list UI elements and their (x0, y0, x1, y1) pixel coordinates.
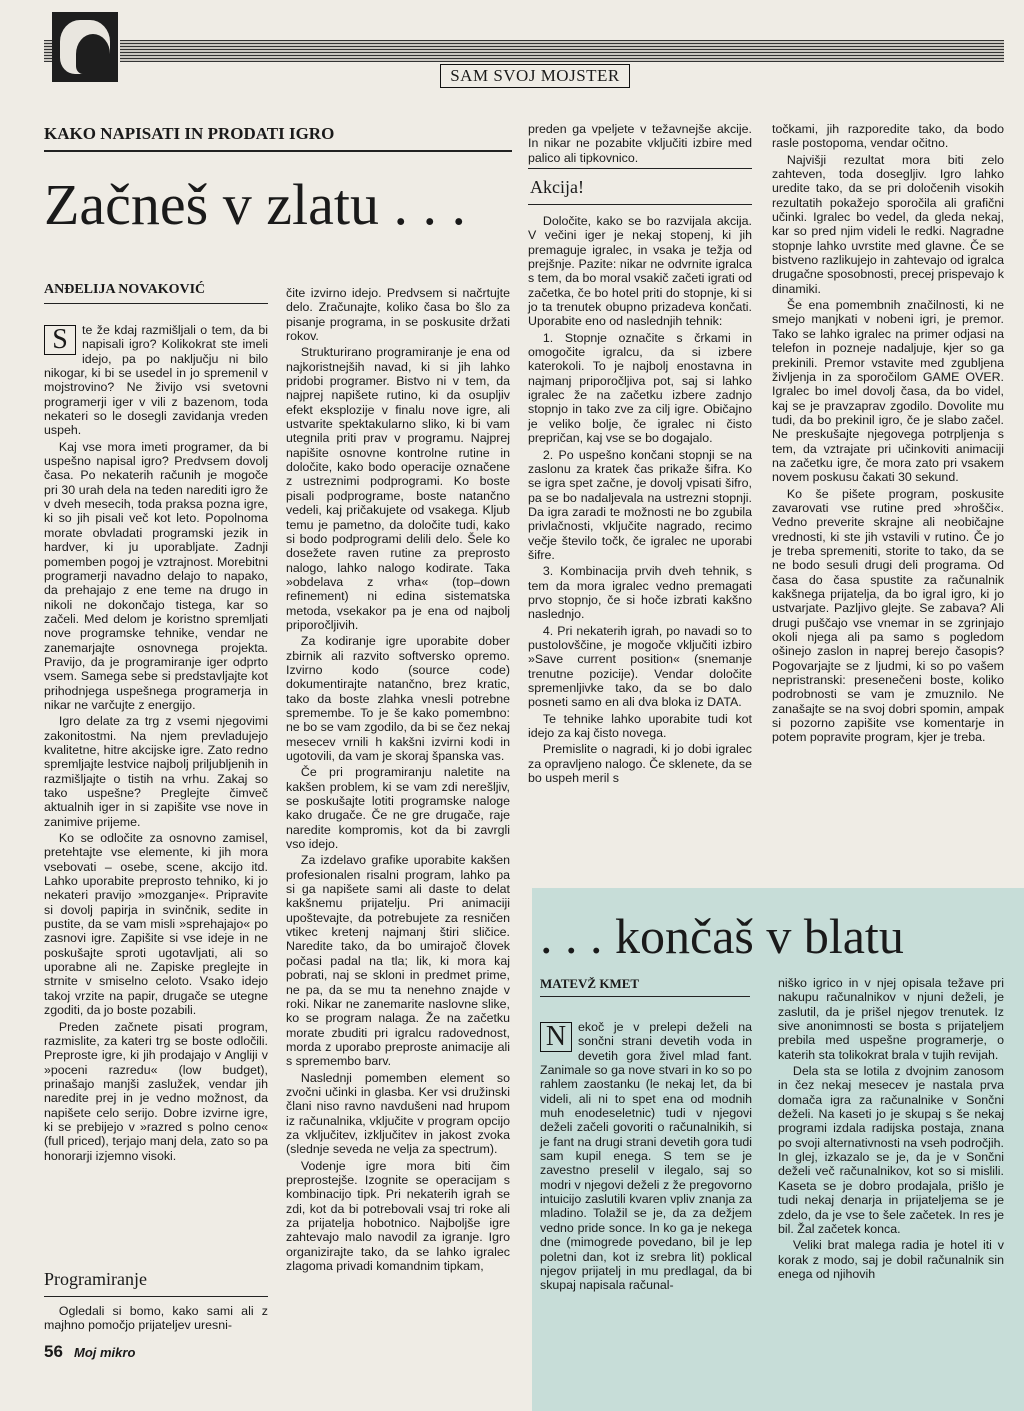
paragraph: Igro delate za trg z vsemi njegovimi zakonitostmi. Na njem prevladujejo kvalitetne, hitre akcijske igre. Zato redno spremljajte lestvice najbolj priljubljenih in razmišljajte o tistih na vrhu. Zakaj so tako uspešne? Preglejte čimveč aktualnih iger in si zapišite vse nove in zanimive prijeme. (44, 714, 268, 829)
article-column-3-intro (528, 122, 752, 165)
paragraph: preden ga vpeljete v težavnejše akcije. In nikar ne pozabite vključiti izbire med palico ali tipkovnico. (528, 122, 752, 165)
paragraph: Še ena pomembnih značilnosti, ki ne smejo manjkati v nobeni igri, je premor. Tako se lahko igralec na primer odjasi na telefon in pozneje nadaljuje, kjer so ga prekinili. Premor vstavite med zgubljena življenja in za sporočilom GAME OVER. Igralec bo imel dovolj časa, da bo videl, kaj se je pravzaprav zgodilo. Dovolite mu tudi, da bo prekinil igro, če je slabo začel. Ne preskušajte njegovega potrpljenja s tem, da vztrajate pri učinkoviti animaciji na začetku igre, če mora zato pri vsakem novem poskusu čakati 30 sekund. (772, 298, 1004, 485)
article2-column-1 (540, 1020, 752, 1293)
article-byline: ANĐELIJA NOVAKOVIĆ (44, 282, 206, 297)
col3-rule-bottom (528, 204, 752, 205)
paragraph: 4. Pri nekaterih igrah, po navadi so to pustolovščine, je mogoče vključiti izbiro »Save current position« (snemanje trenutne pozicije). Vendar določite spremenljivke tako, da se bo dalo posneti samo en ali dva bloka iz DATA. (528, 623, 752, 710)
subhead-programiranje: Programiranje (44, 1269, 147, 1289)
drop-cap: N (540, 1022, 572, 1052)
paragraph: Vodenje igre mora biti čim preprostejše. Izognite se operacijam s kombinacijo tipk. Pri nekaterih igrah se zdi, kot da bi potrebovali vsaj tri roke ali za prijatelja hobotnico. Najboljše igre zahtevajo malo navodil za igranje. Igro organizirajte tako, da se lahko igralec zlagoma privadi komandnim tipkam, (286, 1158, 510, 1274)
byline-rule (44, 303, 268, 304)
article-column-1 (44, 323, 268, 1163)
paragraph: Za izdelavo grafike uporabite kakšen profesionalen risalni program, lahko pa si ga napišete sami ali daste to delat kakšnemu prijatelju. Pri animaciji upoštevajte, da potrebujete za resničen vtikec kretenj najmanj štiri sličice. Naredite tako, da bo umirajoč človek počasi padal na tla; lik, ki mora kaj pobrati, naj se skloni in predmet prime, ne pa, da se mu ta nenehno znajde v roki. Nikar ne zanemarite naslovne slike, ko se program nalaga. Že na začetku morate zbuditi pri igralcu radovednost, morda z uporabo preproste animacije ali s spremembo barv. (286, 853, 510, 1069)
page-number: 56 (44, 1342, 63, 1361)
paragraph: točkami, jih razporedite tako, da bodo rasle postopoma, vendar očitno. (772, 122, 1004, 151)
paragraph: 3. Kombinacija prvih dveh tehnik, s tem da mora igralec vedno premagati prvo stopnjo, če si hoče izbrati kakšno naslednjo. (528, 564, 752, 622)
paragraph: ekoč je v prelepi deželi na sončni strani devetih voda in devetih gora živel mlad fant. Zanimale so ga nove stvari in ko so po rahlem zaostanku (le nekaj let, da bi videli, ali ni to spet ena od modnih muh enodeseletnic) tudi v njegovi deželi začeli govoriti o računalnikih, si je fant na drugi strani devetih gora tudi sam kupil enega. S tem se je zavestno preselil v ilegalo, saj so modri v njegovi deželi z že pregovorno intuicijo zaslutili kvaren vpliv znanja za mladino. Tolažil se je, da za dežjem vedno pride sonce. In ko ga je nekega dne (mimogrede povedano, bil je lep poletni dan, kot iz srebra lit) poklical njegov prijatelj in mu predlagal, da bi skupaj napisala računal- (540, 1020, 752, 1293)
article2-headline: . . . končaš v blatu (540, 908, 904, 964)
header-stripe-left (44, 40, 52, 62)
subhead-akcija: Akcija! (530, 177, 584, 197)
paragraph: Najvišji rezultat mora biti zelo zahteven, toda dosegljiv. Igro lahko uredite tako, da se pri določenih visokih rezultatih pokažejo sporočila ali grafični učinki. Igralec bo vedel, da gleda nekaj, kar so pred njim videli le redki. Nagradne stopnje lahko uvrstite med glavne. Če se bistveno razlikujejo in zahtevajo od igralca drugačne sposobnosti, precej prispevajo k dinamiki. (772, 152, 1004, 296)
paragraph: čite izvirno idejo. Predvsem si načrtujte delo. Zračunajte, koliko časa bo šlo za pisanje programa, in se poskusite držati rokov. (286, 286, 510, 344)
col3-rule-top (528, 168, 752, 169)
drop-cap: S (44, 325, 76, 355)
article-column-3 (528, 214, 752, 785)
article2-byline-rule (540, 996, 750, 997)
article-headline: Začneš v zlatu . . . (44, 172, 466, 237)
paragraph: Premislite o nagradi, ki jo dobi igralec za opravljeno nalogo. Če sklenete, da se bo uspeh meril s (528, 742, 752, 786)
magazine-mascot-icon (52, 12, 118, 82)
section-tag: SAM SVOJ MOJSTER (440, 64, 630, 88)
paragraph: Te tehnike lahko uporabite tudi kot idejo za kaj čisto novega. (528, 711, 752, 741)
paragraph: Kaj vse mora imeti programer, da bi uspešno napisal igro? Predvsem dovolj časa. Po nekaterih računih je mogoče pri 30 urah dela na teden narediti igro že v dveh mesecih, toda praksa pozna igre, ki so jih pisali več kot leto. Popolnoma morate obvladati programski jezik in hardver, ki ju uporabljate. Zadnji pomemben pogoj je vztrajnost. Morebitni programerji navadno delajo to napako, da prehajajo z ene teme na drugo in nikoli ne dokončajo tistega, kar so začeli. Med delom je koristno spremljati nove programske tehnike, vendar ne zanemarjajte osnovnega projekta. Pravijo, da je programiranje iger odprto vsem. Samega sebe si predstavljajte kot prihodnjega uspešnega programerja in nikar ne varčujte z energijo. (44, 439, 268, 712)
paragraph: Določite, kako se bo razvijala akcija. V večini iger je nekaj stopenj, ki jih premaguje igralec, in vsaka je težja od prejšnje. Pazite: nikar ne odvrnite igralca s tem, da bo moral vsakič začeti igrati od začetka, če bo hotel priti do stopnje, ki si jo ta trenutek obupno prizadeva končati. Uporabite eno od naslednjih tehnik: (528, 214, 752, 329)
article-column-2 (286, 286, 510, 1273)
paragraph: Dela sta se lotila z dvojnim zanosom in čez nekaj mesecev je nastala prva domača igra za računalnike v Sončni deželi. Na kaseti jo je skupaj s še nekaj programi izdala radijska postaja, znana po svoji alternativnosti na vseh področjih. In glej, izkazalo se je, da je v Sončni deželi več računalnikov, kot so si mislili. Kaseta se je dobro prodajala, prišlo je tudi nekaj denarja in prijateljema se je zdelo, da je vse to šele začetek. In res je bil. Žal začetek konca. (778, 1064, 1004, 1236)
paragraph: Za kodiranje igre uporabite dober zbirnik ali razvito softversko opremo. Izvirno kodo (source code) dokumentirajte natančno, brez kratic, tako da boste zlahka vnesli potrebne spremembe. To je še kako pomembno: ne bo se vam zgodilo, da bi se čez nekaj mesecev vrnili h kakšni izvirni kodi in ugotovili, da vam je skoraj španska vas. (286, 634, 510, 763)
article-column-4 (772, 122, 1004, 745)
paragraph: 1. Stopnje označite s črkami in omogočite igralcu, da si izbere katerokoli. To je najbolj enostavna in najmanj priporočljiva pot, saj si lahko igralec že na začetku izbere zadnjo stopnjo in tako zve za cilj igre. Običajno je veliko bolje, če igralec ni čisto prepričan, kaj vse se bo dogajalo. (528, 330, 752, 446)
paragraph: Ko se odločite za osnovno zamisel, pretehtajte vse elemente, ki jih mora vsebovati – osebe, scene, akcijo itd. Lahko uporabite preprosto tehniko, ki jo nekateri pravijo »mozganje«. Pripravite si dovolj papirja in svinčnik, sedite in pustite, da se vam misli »sprehajajo« po zasnovi igre. Zapišite si vse ideje in ne poskušajte sproti ugotavljati, ali so uporabne ali ne. Zapiske preglejte in strnite v smiselno celoto. Vsako idejo takoj vrzite na papir, drugače se utegne zgoditi, da jo boste pozabili. (44, 831, 268, 1018)
paragraph: Ogledali si bomo, kako sami ali z majhno pomočjo prijateljev uresni- (44, 1304, 268, 1333)
kicker-rule (44, 150, 512, 152)
paragraph: Preden začnete pisati program, razmislite, za kateri trg se boste odločili. Preproste igre, ki jih prodajajo v Angliji v »poceni razredu« (low budget), prinašajo manjši zaslužek, vendar jih naredite prej in je vedno možnost, da napišete celo serijo. Dobre izvirne igre, ki se prebijejo v »razred s polno ceno« (full priced), terjajo manj dela, zato so pa honorarji izjemno visoki. (44, 1019, 268, 1163)
article-kicker: KAKO NAPISATI IN PRODATI IGRO (44, 124, 335, 143)
magazine-name: Moj mikro (74, 1345, 136, 1360)
paragraph: Ko še pišete program, poskusite zavarovati vse rutine pred »hrošči«. Vedno preverite skrajne ali neobičajne vrednosti, ki ste jih vstavili v rutino. Če jo je treba spremeniti, storite to tako, da se ne bodo sesuli drugi deli programa. Od časa do časa spustite za računalnik kakšnega prijatelja, da bo igral igro, ki jo ustvarjate. Pazljivo glejte. Se zabava? Ali drugi puščajo vse vnemar in se zgrinjajo okoli njega ali pa samo s pogledom ošinejo zaslon in naprej berejo časopis? Pogovarjajte se z ljudmi, ki so po vašem nepristranski: presenečeni boste, koliko podrobnosti se vam je zmuznilo. Ne zanašajte se na svoj dobri spomin, ampak si pozorno zapišite vse komentarje in potem popravite program, kjer je treba. (772, 486, 1004, 745)
paragraph: Naslednji pomemben element so zvočni učinki in glasba. Ker vsi družinski člani niso ravno navdušeni nad hrupom iz računalnika, vključite v program opcijo za vključitev, izključitev in jakost zvoka (slednje seveda ne velja za spectrum). (286, 1070, 510, 1157)
paragraph: niško igrico in v njej opisala težave pri nakupu računalnikov v njuni deželi, je zaslutil, da je prišel njegov trenutek. Iz sive anonimnosti se bosta s prijateljem prebila med uspešne programerje, o katerih sta tolikokrat brala v tujih revijah. (778, 976, 1004, 1062)
paragraph: te že kdaj razmišljali o tem, da bi napisali igro? Kolikokrat ste imeli idejo, pa po naključju ni bilo nikogar, ki bi se usedel in jo spremenil v mojstrovino? Ne živijo vsi svetovni programerji iger v vili z bazenom, toda nekateri so le dosegli zavidanja vreden uspeh. (44, 323, 268, 438)
article-column-1-tail (44, 1304, 268, 1333)
article2-byline: MATEVŽ KMET (540, 976, 640, 991)
article2-column-2 (778, 976, 1004, 1281)
subhead-rule (44, 1296, 268, 1297)
paragraph: 2. Po uspešno končani stopnji se na zaslonu za kratek čas prikaže šifra. Ko se igra spet začne, je dovolj vpisati šifro, pa se bo nadaljevala na ustrezni stopnji. Da igra zaradi te možnosti ne bo zgubila privlačnosti, vključite nagrado, recimo večje število točk, če igralec ne uporabi šifre. (528, 447, 752, 562)
header-stripe (120, 40, 1004, 62)
paragraph: Če pri programiranju naletite na kakšen problem, ki se vam zdi nerešljiv, se poskušajte lotiti programske naloge kako drugače. Če ne gre drugače, raje naredite kompromis, kot da bi zavrgli vso idejo. (286, 765, 510, 852)
paragraph: Veliki brat malega radia je hotel iti v korak z modo, saj je dobil računalnik sin enega od njihovih (778, 1238, 1004, 1281)
paragraph: Strukturirano programiranje je ena od najkoristnejših navad, ki si jih lahko pridobi programer. Bistvo ni v tem, da najprej napišete rutino, ki da osupljiv efekt eksplozije v finalu nove igre, ali ustvarite spektakularno sliko, ki bi vam utegnila priti prav v programu. Najprej napišite osnovne kontrolne rutine in določite, kako bodo operacije označene z ustreznimi podprogrami. Ko boste pisali podprograme, boste natančno vedeli, kaj pričakujete od vsakega. Kljub temu je pametno, da določite tudi, kako si bodo podprogrami delili delo. Šele ko dosežete raven rutine za preprosto nalogo, lahko nalogo kodirate. Taka »obdelava z vrha« (top–down refinement) ni edina sistematska metoda, vsekakor pa je ena od najbolj priporočljivih. (286, 345, 510, 632)
